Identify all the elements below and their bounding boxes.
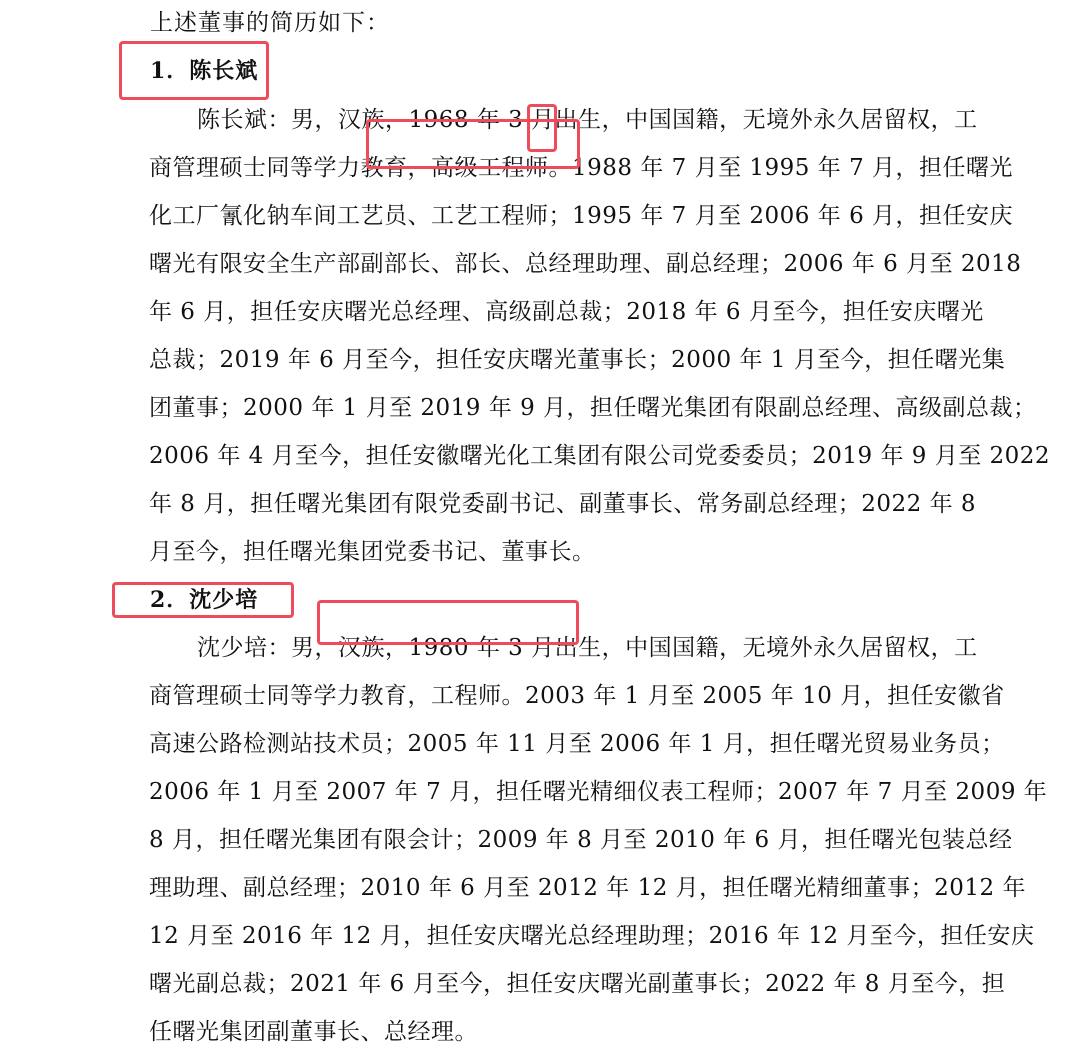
bio-line: 年 8 月，担任曙光集团有限党委副书记、副董事长、常务副总经理；2022 年 8 [149,491,977,517]
section-heading-1: 1．陈长斌 [150,58,259,84]
bio-line: 陈长斌：男，汉族，1968 年 3 月出生，中国国籍，无境外永久居留权，工 [197,107,978,133]
bio-line: 8 月，担任曙光集团有限会计；2009 年 8 月至 2010 年 6 月，担任曙光包装总经 [149,827,1013,853]
bio-line: 曙光副总裁；2021 年 6 月至今，担任安庆曙光副董事长；2022 年 8 月至今，担 [149,971,1006,997]
bio-line: 商管理硕士同等学力教育，工程师。2003 年 1 月至 2005 年 10 月，担任安徽省 [149,683,1005,709]
bio-line: 沈少培：男，汉族，1980 年 3 月出生，中国国籍，无境外永久居留权，工 [197,635,978,661]
bio-line: 理助理、副总经理；2010 年 6 月至 2012 年 12 月，担任曙光精细董事；2012 年 [149,875,1026,901]
bio-paragraph-1 [101,96,1051,576]
bio-paragraph-2 [101,624,1048,1056]
section-heading-2: 2．沈少培 [150,587,259,613]
bio-line: 总裁；2019 年 6 月至今，担任安庆曙光董事长；2000 年 1 月至今，担任曙光集 [149,347,1006,373]
bio-line: 2006 年 4 月至今，担任安徽曙光化工集团有限公司党委委员；2019 年 9 月至 2022 [149,443,1051,469]
bio-line: 2006 年 1 月至 2007 年 7 月，担任曙光精细仪表工程师；2007 年 7 月至 2009 年 [149,779,1048,805]
bio-line: 团董事；2000 年 1 月至 2019 年 9 月，担任曙光集团有限副总经理、高级副总裁； [149,395,1037,421]
bio-line: 月至今，担任曙光集团党委书记、董事长。 [149,539,596,565]
bio-line: 高速公路检测站技术员；2005 年 11 月至 2006 年 1 月，担任曙光贸易业务员； [149,731,1005,757]
bio-line: 12 月至 2016 年 12 月，担任安庆曙光总经理助理；2016 年 12 月至今，担任安庆 [149,923,1035,949]
bio-line: 年 6 月，担任安庆曙光总经理、高级副总裁；2018 年 6 月至今，担任安庆曙光 [149,299,984,325]
bio-line: 任曙光集团副董事长、总经理。 [149,1019,478,1045]
intro-text: 上述董事的简历如下： [150,10,390,36]
bio-line: 曙光有限安全生产部副部长、部长、总经理助理、副总经理；2006 年 6 月至 2018 [149,251,1022,277]
bio-line: 商管理硕士同等学力教育，高级工程师。1988 年 7 月至 1995 年 7 月，担任曙光 [149,155,1014,181]
bio-line: 化工厂氰化钠车间工艺员、工艺工程师；1995 年 7 月至 2006 年 6 月，担任安庆 [149,203,1014,229]
